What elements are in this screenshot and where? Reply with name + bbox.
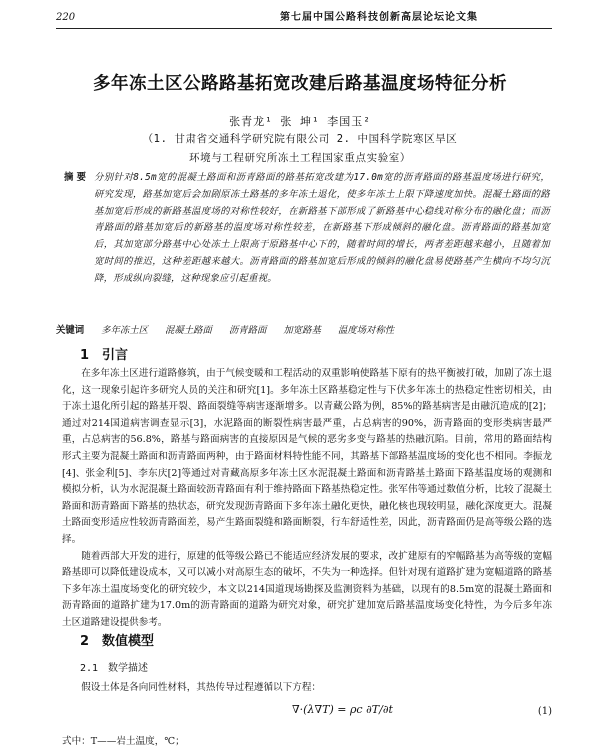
section-title: 引言 — [102, 348, 129, 363]
keyword: 温度场对称性 — [337, 325, 395, 336]
author-line: 张青龙¹ 张 坤¹ 李国玉² — [229, 115, 371, 128]
paragraph: 假设土体是各向同性材料，其热传导过程遵循以下方程： — [81, 682, 322, 693]
section-heading-introduction — [80, 344, 128, 363]
page-number: 220 — [56, 12, 76, 23]
subsection-title: 数学描述 — [108, 663, 148, 674]
subsection-heading — [80, 659, 148, 674]
section-number: 2 — [80, 634, 90, 649]
section-number: 1 — [80, 348, 90, 363]
paragraph: 随着西部大开发的进行，原建的低等级公路已不能适应经济发展的要求，改扩建原有的窄幅路基为高等级的宽幅路基即可以降低建设成本，又可以减小对高原生态的破坏，不失为一种选择。但针对现有道路扩建为宽幅道路的路基下多年冻土温度场变化的研究较少，本文以214国道现场勘探及监测资料为基础，以现有的8.5m宽的混凝土路面和沥青路面的道路扩建为17.0m的沥青路面的道路为研究对象，研究扩建加宽后路基温度场变化特性，为今后多年冻土区道路建设提供参考。 — [62, 550, 552, 628]
model-body — [62, 680, 552, 697]
section-title: 数值模型 — [102, 634, 155, 649]
running-head — [56, 10, 552, 26]
keyword: 多年冻土区 — [101, 325, 149, 336]
paper-title: 多年冻土区公路路基拓宽改建后路基温度场特征分析 — [93, 74, 507, 94]
keyword: 混凝土路面 — [165, 325, 212, 336]
equation-formula: ∇·(λ∇T) = ρc ∂T/∂t — [292, 703, 393, 716]
symbol-definition: 式中：T——岩土温度，℃； — [62, 736, 185, 747]
abstract — [56, 170, 550, 288]
keyword: 沥青路面 — [228, 325, 267, 336]
affiliation-line: 环境与工程研究所冻土工程国家重点实验室） — [189, 152, 411, 164]
affiliations — [60, 130, 540, 168]
equation-1 — [62, 703, 552, 725]
header-rule — [56, 28, 552, 29]
conference-title: 第七届中国公路科技创新高层论坛论文集 — [280, 12, 478, 23]
keywords-label: 关键词 — [56, 325, 85, 336]
introduction-body — [62, 366, 552, 632]
paragraph: 在多年冻土区进行道路修筑，由于气候变暖和工程活动的双重影响使路基下原有的热平衡被打破，加剧了冻土退化，这一现象引起许多研究人员的关注和研究[1]。多年冻土区路基稳定性与下伏多年冻土的热稳定性密切相关，由于冻土退化所引起的路基开裂、路面裂缝等病害逐渐增多。以青藏公路为例，85%的路基病害是由融沉造成的[2]；通过对214国道病害调查显示[3]，水泥路面的断裂性病害最严重，占总病害的90%，沥青路面的变形类病害最严重，占总病害的56.8%，路基与路面病害的直接原因是气候的恶劣多变与路基的热融沉陷。目前，常用的路面结构形式主要为混凝土路面和沥青路面两种，由于路面材料特性能不同，其路基下部路基温度场的变化也不相同。李振龙[4]、张金利[5]、李东庆[2]等通过对青藏高原多年冻土区水泥混凝土路面和沥青路基土路面下路基温度场的观测和模拟分析，认为水泥混凝土路面较沥青路面有利于维持路面下路基热稳定性。张军伟等通过数值分析，比较了混凝土路面和沥青路面下路基的热状态，研究发现沥青路面下多年冻土融化更快，融化核也现较明显，融化深度更大。混凝土路面变形适应性较沥青路面差，易产生路面裂缝和路面断裂，行车舒适性差，因此，沥青路面仍是高等级公路的选择。 — [62, 368, 552, 545]
subsection-number: 2.1 — [80, 663, 99, 674]
equation-number: (1) — [537, 706, 552, 717]
affiliation-line: （1. 甘肃省交通科学研究院有限公司 2. 中国科学院寒区旱区 — [142, 133, 458, 145]
abstract-label: 摘 要 — [64, 172, 87, 183]
keyword: 加宽路基 — [283, 325, 321, 336]
section-heading-numerical-model — [80, 630, 154, 649]
keywords — [56, 323, 550, 339]
abstract-text: 分别针对8.5m宽的混凝土路面和沥青路面的路基拓宽改建为17.0m宽的沥青路面的路基温度场进行研究，研究发现，路基加宽后会加剧原冻土路基的多年冻土退化，使多年冻土上限下降速度加快。混凝土路面的路基加宽后形成的新路基温度场的对称性较好，在新路基下部形成了新路基中心稳线对称分布的融化盘；而沥青路面的路基加宽后的新路基的温度场对称性较差，在新路基下形成倾斜的融化盘。沥青路面的路基加宽后，其加宽部分路基中心处冻土上限高于原路基中心下的，随着时间的增长，两者差距越来越小，且随着加宽时间的推迟，这种差距越来越大。沥青路面的路基加宽后形成的倾斜的融化盘易使路基产生横向不均匀沉降，形成纵向裂缝，这种现象应引起重视。 — [94, 172, 550, 284]
